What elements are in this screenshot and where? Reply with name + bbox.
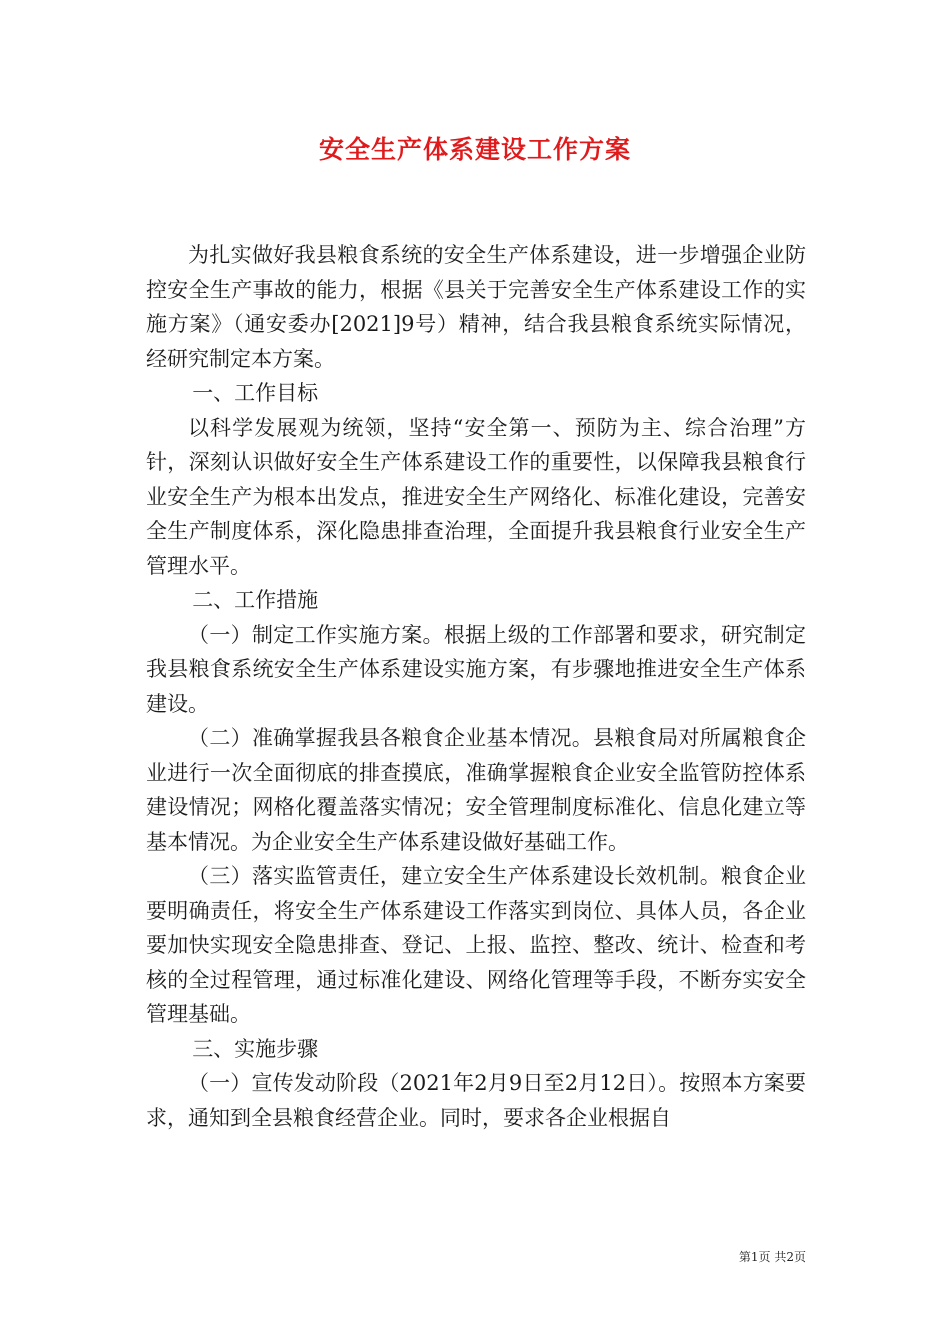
section-heading-steps: 三、实施步骤 [192,1036,319,1061]
measure-paragraph-2: （二）准确掌握我县各粮食企业基本情况。县粮食局对所属粮食企业进行一次全面彻底的排查摸底，准确掌握粮食企业安全监管防控体系建设情况；网格化覆盖落实情况；安全管理制度标准化、信息化建立等基本情况。为企业安全生产体系建设做好基础工作。 [146,726,806,854]
measure-paragraph-1: （一）制定工作实施方案。根据上级的工作部署和要求，研究制定我县粮食系统安全生产体系建设实施方案，有步骤地推进安全生产体系建设。 [146,622,806,716]
goals-paragraph: 以科学发展观为统领，坚持“安全第一、预防为主、综合治理”方针，深刻认识做好安全生产体系建设工作的重要性，以保障我县粮食行业安全生产为根本出发点，推进安全生产网络化、标准化建设，完善安全生产制度体系，深化隐患排查治理，全面提升我县粮食行业安全生产管理水平。 [146,415,806,578]
measure-paragraph-3: （三）落实监管责任，建立安全生产体系建设长效机制。粮食企业要明确责任，将安全生产体系建设工作落实到岗位、具体人员，各企业要加快实现安全隐患排查、登记、上报、监控、整改、统计、检查和考核的全过程管理，通过标准化建设、网络化管理等手段，不断夯实安全管理基础。 [146,864,806,1026]
intro-paragraph: 为扎实做好我县粮食系统的安全生产体系建设，进一步增强企业防控安全生产事故的能力，根据《县关于完善安全生产体系建设工作的实施方案》（通安委办[2021]9号）精神，结合我县粮食系统实际情况，经研究制定本方案。 [146,243,806,371]
document-title: 安全生产体系建设工作方案 [318,135,631,164]
section-heading-measures: 二、工作措施 [192,588,319,612]
step-paragraph-1: （一）宣传发动阶段（2021年2月9日至2月12日）。按照本方案要求，通知到全县粮食经营企业。同时，要求各企业根据自 [146,1071,806,1130]
page-number-footer: 第1页 共2页 [738,1250,806,1264]
document-body [146,238,806,1135]
section-heading-goals: 一、工作目标 [192,381,319,405]
